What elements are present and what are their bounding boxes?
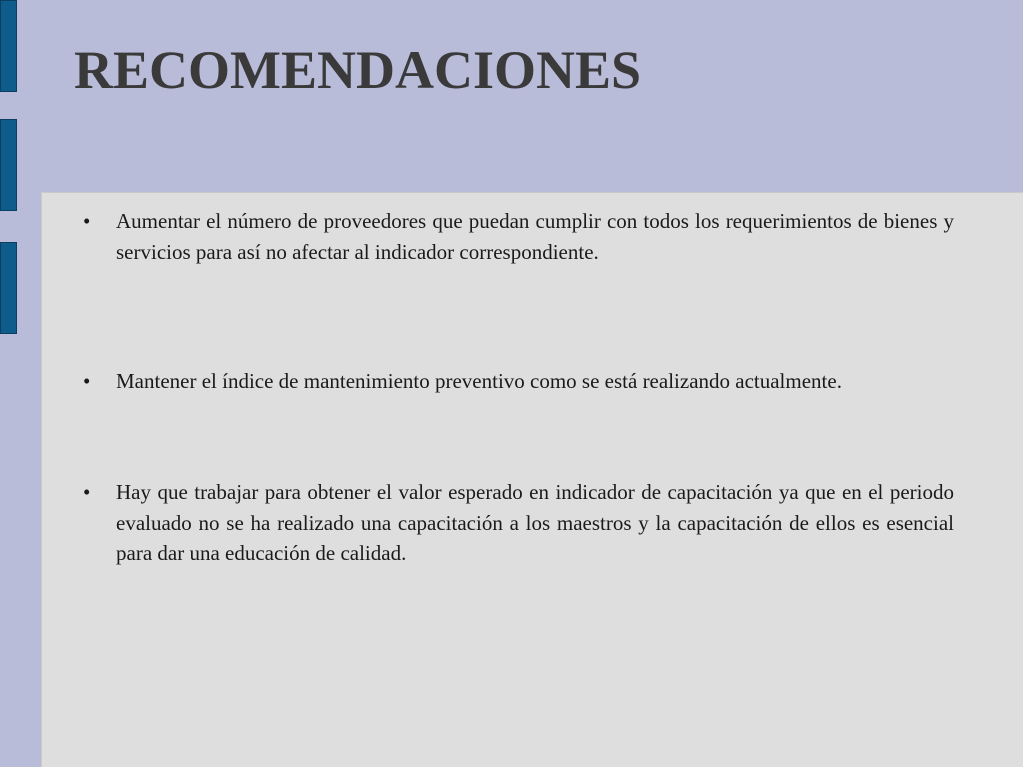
bullet-item-mantenimiento bbox=[83, 366, 954, 397]
bullet-marker: • bbox=[83, 369, 91, 393]
bullet-text: Aumentar el número de proveedores que puedan cumplir con todos los requerimientos de bienes y servicios para así no afectar al indicador correspondiente. bbox=[116, 209, 954, 264]
bullet-text: Mantener el índice de mantenimiento preventivo como se está realizando actualmente. bbox=[116, 369, 842, 393]
bullet-marker: • bbox=[83, 209, 91, 233]
content-panel bbox=[41, 192, 1023, 767]
accent-bar-top bbox=[0, 0, 17, 92]
slide-title: RECOMENDACIONES bbox=[74, 40, 642, 100]
bullet-text: Hay que trabajar para obtener el valor esperado en indicador de capacitación ya que en el periodo evaluado no se ha realizado una capacitación a los maestros y la capacitación de ellos es esencial para dar una educación de calidad. bbox=[116, 480, 954, 565]
bullet-item-capacitacion bbox=[83, 477, 954, 569]
bullet-item-proveedores bbox=[83, 206, 954, 267]
bullet-marker: • bbox=[83, 480, 91, 504]
accent-bar-bottom bbox=[0, 242, 17, 334]
accent-bar-middle bbox=[0, 119, 17, 211]
